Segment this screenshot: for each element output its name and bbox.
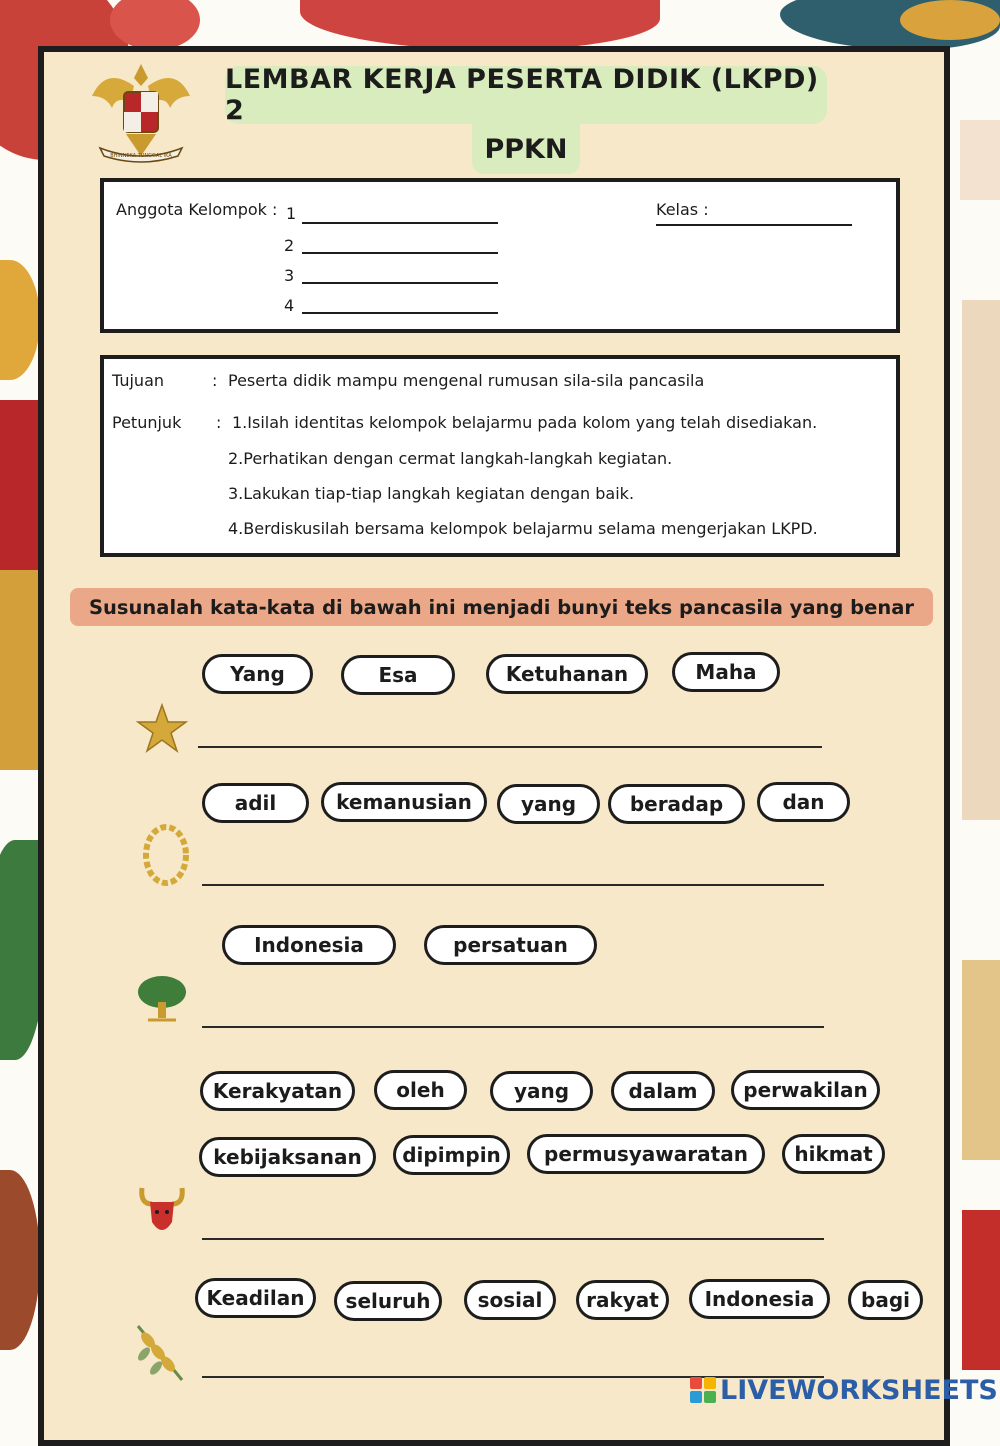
decor-bird-shape [0, 1170, 40, 1350]
decor-shape [960, 120, 1000, 200]
answer-line-sila-3[interactable] [202, 1026, 824, 1028]
logo-square [704, 1377, 716, 1389]
watermark-text: LIVEWORKSHEETS [720, 1374, 998, 1406]
word-chip[interactable]: kemanusian [321, 782, 487, 822]
decor-flower-shape [962, 960, 1000, 1160]
worksheet-title: LEMBAR KERJA PESERTA DIDIK (LKPD) 2 [225, 66, 827, 124]
svg-text:BHINNEKA TUNGGAL IKA: BHINNEKA TUNGGAL IKA [110, 153, 172, 159]
word-chip[interactable]: Maha [672, 652, 780, 692]
decor-bird-shape [900, 0, 1000, 40]
answer-line-sila-2[interactable] [202, 884, 824, 886]
petunjuk-step: 1.Isilah identitas kelompok belajarmu pada kolom yang telah disediakan. [232, 413, 818, 432]
members-label: Anggota Kelompok : [116, 200, 278, 219]
word-chip[interactable]: permusyawaratan [527, 1134, 765, 1174]
tujuan-text: Peserta didik mampu mengenal rumusan sila-sila pancasila [228, 371, 705, 390]
word-chip[interactable]: persatuan [424, 925, 597, 965]
tujuan-separator: : [212, 371, 218, 390]
decor-monument-shape [962, 300, 1000, 820]
member-3-field[interactable] [302, 282, 498, 284]
petunjuk-step: 2.Perhatikan dengan cermat langkah-langkah kegiatan. [228, 449, 673, 468]
word-chip[interactable]: oleh [374, 1070, 467, 1110]
word-chip[interactable]: yang [497, 784, 600, 824]
decor-flag-shape [962, 1210, 1000, 1370]
word-chip[interactable]: rakyat [576, 1280, 669, 1320]
member-number: 1 [286, 204, 297, 223]
petunjuk-separator: : [216, 413, 222, 432]
word-chip[interactable]: hikmat [782, 1134, 885, 1174]
petunjuk-step: 3.Lakukan tiap-tiap langkah kegiatan dengan baik. [228, 484, 635, 503]
garuda-emblem-icon [86, 56, 196, 166]
word-chip[interactable]: Indonesia [689, 1279, 830, 1319]
word-chip[interactable]: beradap [608, 784, 745, 824]
word-chip[interactable]: adil [202, 783, 309, 823]
petunjuk-label: Petunjuk [112, 413, 182, 432]
answer-line-sila-1[interactable] [198, 746, 822, 748]
logo-square [690, 1377, 702, 1389]
answer-line-sila-4[interactable] [202, 1238, 824, 1240]
word-chip[interactable]: yang [490, 1071, 593, 1111]
class-label: Kelas : [656, 200, 709, 219]
word-chip[interactable]: Yang [202, 654, 313, 694]
petunjuk-step: 4.Berdiskusilah bersama kelompok belajarmu selama mengerjakan LKPD. [228, 519, 818, 538]
word-chip[interactable]: Esa [341, 655, 455, 695]
class-field[interactable] [656, 224, 852, 226]
goal-box [100, 355, 900, 557]
word-chip[interactable]: sosial [464, 1280, 556, 1320]
decor-garuda-shape [0, 570, 38, 770]
logo-square [690, 1391, 702, 1403]
decor-map-shape [300, 0, 660, 50]
identity-box [100, 178, 900, 333]
liveworksheets-watermark [690, 1374, 998, 1406]
word-chip[interactable]: dipimpin [393, 1135, 510, 1175]
word-chip[interactable]: bagi [848, 1280, 923, 1320]
decor-shield-shape [0, 400, 40, 570]
banyan-tree-icon [136, 974, 188, 1024]
word-chip[interactable]: kebijaksanan [199, 1137, 376, 1177]
word-chip[interactable]: dalam [611, 1071, 715, 1111]
word-chip[interactable]: dan [757, 782, 850, 822]
word-chip[interactable]: perwakilan [731, 1070, 880, 1110]
liveworksheets-logo-icon [690, 1377, 716, 1403]
rice-cotton-icon [132, 1322, 188, 1384]
member-number: 3 [284, 266, 295, 285]
word-chip[interactable]: Indonesia [222, 925, 396, 965]
star-icon [136, 703, 188, 755]
tujuan-label: Tujuan [112, 371, 165, 390]
word-chip[interactable]: Kerakyatan [200, 1071, 355, 1111]
member-number: 4 [284, 296, 295, 315]
decor-garuda-shape [0, 260, 40, 380]
word-chip[interactable]: Keadilan [195, 1278, 316, 1318]
member-2-field[interactable] [302, 252, 498, 254]
activity-instruction: Susunalah kata-kata di bawah ini menjadi bunyi teks pancasila yang benar [70, 588, 933, 626]
word-chip[interactable]: seluruh [334, 1281, 442, 1321]
member-1-field[interactable] [302, 222, 498, 224]
member-4-field[interactable] [302, 312, 498, 314]
logo-square [704, 1391, 716, 1403]
worksheet-subject: PPKN [472, 124, 580, 174]
word-chip[interactable]: Ketuhanan [486, 654, 648, 694]
chain-icon [140, 822, 192, 888]
bull-head-icon [136, 1182, 188, 1240]
member-number: 2 [284, 236, 295, 255]
